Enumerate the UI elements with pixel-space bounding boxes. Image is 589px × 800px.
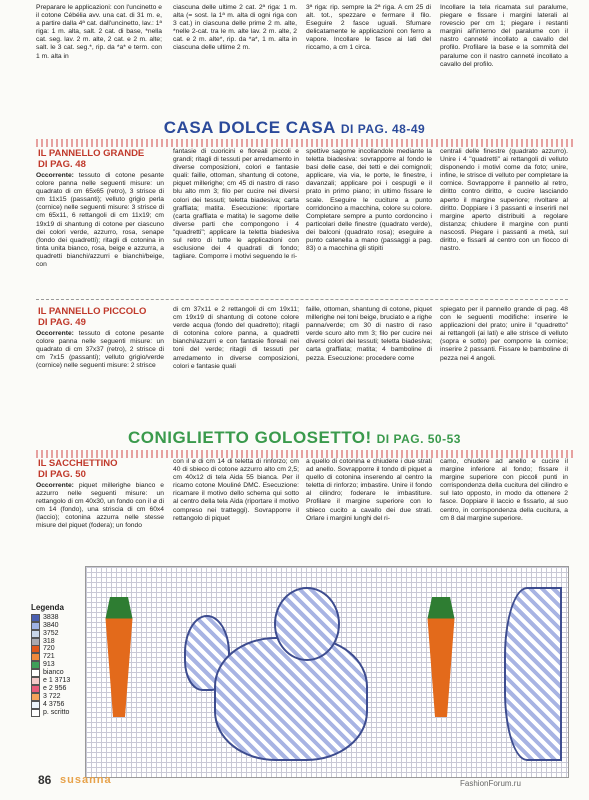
- legend-swatch: [31, 622, 40, 630]
- legend-item: [31, 645, 87, 653]
- legend-item: [31, 701, 87, 709]
- legend-item: [31, 638, 87, 646]
- piccolo-col-3: faille, ottoman, shantung di cotone, piquet millerighe nei toni beige, bruciato e a righe panna/verde; cm 30 di nastro di raso verde scuro alto mm 3; filo per cucire nei diversi colori dei tessuti; teletta biadesiva; carta graffiata; matita; 4 bamboline di pezza. Esecuzione: procedere come: [306, 306, 432, 362]
- legend-item: [31, 661, 87, 669]
- sacchettino-col-3: a quello di cotonina e chiudere i due strati ad anello. Sovrapporre il tondo di piquet a quello di cotonina inserendo al centro la teletta di rinforzo; imbastire. Unire il fondo al cilindro; foderare le imbastiture. Profilare il margine superiore con lo sbieco cucito a cavallo dei due strati. Orlare i margini lunghi del ri-: [306, 458, 432, 522]
- legend-swatch: [31, 701, 40, 709]
- legend-item: [31, 669, 87, 677]
- legend: [31, 604, 87, 716]
- legend-item: [31, 709, 87, 717]
- legend-swatch: [31, 630, 40, 638]
- legend-code: bianco: [43, 669, 64, 677]
- watermark: FashionForum.ru: [460, 779, 521, 788]
- legend-title: Legenda: [31, 603, 64, 612]
- legend-swatch: [31, 645, 40, 653]
- stitch-border-2: [36, 450, 576, 458]
- legend-code: 721: [43, 653, 55, 661]
- section-title-main-2: CONIGLIETTO GOLOSETTO!: [128, 428, 372, 447]
- divider: [36, 299, 568, 300]
- piccolo-col-1: Occorrente: tessuto di cotone pesante colore panna nelle seguenti misure: un quadrato di cm 37x37 (retro), 2 strisce di cm 7x15 (passanti); velluto grigio/verde (cornice) nelle seguenti misure: 2 strisce: [36, 330, 164, 370]
- legend-item: [31, 614, 87, 622]
- legend-swatch: [31, 677, 40, 685]
- grande-col-3: spettive sagome incollandole mediante la teletta biadesiva: sovrapporre al fondo le basi delle case, dei tetti e dei comignoli; applicare, via via, le porte, le finestre, i davanzali; applicare poi i cespugli e il prato in primo piano; in ultimo fissare le scale. Eseguire le cuciture a punto corridoncino a macchina, colore su colore. Completare sempre a punto cordoncino i particolari delle finestre (quadrato verde), dei balconi (quadrato rosa); eseguire a punto catenella a mano (passaggi a pag. 83) o a macchina gli stipiti: [306, 148, 432, 253]
- legend-item: [31, 677, 87, 685]
- carrot-right: [426, 597, 456, 717]
- sacchettino-col-4: camo, chiudere ad anello e cucire il margine inferiore al fondo; fissare il margine superiore con piccoli punti in corrispondenza della cucitura del cilindro e sul lato opposto, in modo da ottenere 2 fasce. Doppiare il laccio e fissarlo, al suo centro, in corrispondenza della cucitura, a cm 8 dal margine superiore.: [440, 458, 568, 522]
- bunny-right: [504, 587, 562, 761]
- legend-swatch: [31, 614, 40, 622]
- legend-item: [31, 693, 87, 701]
- legend-item: [31, 685, 87, 693]
- grande-col-1: Occorrente: tessuto di cotone pesante colore panna nelle seguenti misure: un quadrato di cm 65x65 (retro), 3 strisce di cm 11x15 (passanti); velluto grigio perla (cornice) nelle seguenti misure: 3 strisce di cm 65x11, 6 rettangoli di cm 11x19; cm 19x19 di shantung di cotone per ciascuno dei colori verde, azzurro, rosa, senape (fondo dei quadretti); ritagli di cotonina in tinta unita bianco, rosa, beige e azzurra, a quadretti bianchi/azzurri e bianchi/beige, con: [36, 172, 164, 269]
- legend-item: [31, 653, 87, 661]
- legend-swatch: [31, 661, 40, 669]
- legend-code: e 2 956: [43, 684, 67, 692]
- legend-swatch: [31, 693, 40, 701]
- top-col-2: ciascuna delle ultime 2 cat. 2ª riga: 1 m. alta (= sost. la 1ª m. alta di ogni riga con 3 cat.) in ciascuna delle prime 2 m. alte, *nelle 2-cat. tra le m. alte lav. 2 m. alte, 2 cat. e 2 m. alte*, rip. da *a*, 1 m. alta in ciascuna delle ultime 2 m.: [173, 4, 297, 52]
- legend-code: 720: [43, 645, 55, 653]
- legend-code: 913: [43, 661, 55, 669]
- legend-code: 3752: [43, 629, 59, 637]
- grande-col-4: centrali delle finestre (quadrato azzurro). Unire i 4 "quadretti" ai rettangoli di velluto disponendo i motivi come da foto; unire, infine, le strisce di velluto per completare la cornice. Sovrapporre il pannello al retro, diritto contro diritto, e cucire lasciando aperto il margine superiore; rivoltare al diritto. Doppiare i 3 passanti e inserirli nel margine aperto distribuiti a regolare distanza; chiudere il margine con punti nascosti. Piegare i passanti a metà, sul diritto, e fissarli al centro con un fiocco di nastro.: [440, 148, 568, 253]
- legend-code: 318: [43, 637, 55, 645]
- legend-list: [31, 614, 87, 717]
- top-col-3: 3ª riga: rip. sempre la 2ª riga. A cm 25 di alt. tot., spezzare e fermare il filo. Eseguire 2 fasce uguali. Sfumare delicatamente le applicazioni con ferro a vapore. Incollare le fasce ai lati del riccamo, a cm 1 circa.: [306, 4, 431, 52]
- heading-pannello-grande: IL PANNELLO GRANDE DI PAG. 48: [38, 148, 145, 170]
- legend-item: [31, 622, 87, 630]
- legend-code: 3838: [43, 613, 59, 621]
- section-title-main: CASA DOLCE CASA: [163, 118, 336, 137]
- heading-sacchettino: IL SACCHETTINO DI PAG. 50: [38, 458, 118, 480]
- legend-code: 3840: [43, 621, 59, 629]
- section-title-coniglietto: [0, 428, 589, 448]
- brand-name: susanna: [60, 774, 112, 786]
- piccolo-col-4: spiegato per il pannello grande di pag. 48 con le seguenti modifiche: inserire le applicazioni del prato; unire il "quadretto" ai rettangoli (ai lati) e alle strisce di velluto (sopra e sotto) per comporre la cornice; inserire 2 passanti. Fissare le bamboline di pezza nei 4 angoli.: [440, 306, 568, 362]
- legend-swatch: [31, 638, 40, 646]
- piccolo-col-2: di cm 37x11 e 2 rettangoli di cm 19x11; cm 19x19 di shantung di cotone colore verde acqua (fondo del quadretto); ritagli di cotonina colore panna, a quadretti bianchi/azzurri e con fantasie floreali nei toni del verde; ritagli di tessuti per arredamento in diverse composizioni, colori e fantasie quali: [173, 306, 299, 370]
- legend-code: e 1 3713: [43, 677, 71, 685]
- sacchettino-col-2: con il ø di cm 14 di teletta di rinforzo; cm 40 di sbieco di cotone azzurro alto cm 2,5; cm 40x12 di tela Aida 55 bianca. Per il ricamo cotone Mouliné DMC. Esecuzione: ricamare il motivo dello schema qui sotto al centro della tela Aida (riportare il motivo compreso nei tratteggi). Sovrapporre il rettangolo di piquet: [173, 458, 299, 522]
- cross-stitch-chart: [85, 566, 569, 778]
- legend-swatch: [31, 709, 40, 717]
- top-col-4: Incollare la tela ricamata sul paralume, piegare e fissare i margini laterali al rovescio per cm 1; piegare i restanti margini all'interno del paralume con il nastro canneté incollato a cavallo del profilo. Profilare la base e la sommità del paralume con il nastro canneté incollato a cavallo del profilo.: [440, 4, 568, 68]
- heading-pannello-piccolo: IL PANNELLO PICCOLO DI PAG. 49: [38, 306, 147, 328]
- stitch-border: [36, 139, 576, 147]
- page-number: 86: [38, 773, 52, 787]
- legend-item: [31, 630, 87, 638]
- legend-swatch: [31, 685, 40, 693]
- section-title-casa: [0, 118, 589, 138]
- carrot-left: [104, 597, 134, 717]
- bunny-head: [274, 587, 340, 661]
- grande-col-2: fantasie di cuoricini e floreali piccoli e grandi; ritagli di tessuti per arredamento in diverse composizioni, colori e fantasie quali: faille, ottoman, shantung di cotone, piquet millerighe; cm 45 di nastro di raso blu alto mm 3; filo per cucire nei diversi colori dei tessuti; teletta biadesiva; carta graffiata; matita. Esecuzione: riportare (carta graffiata e matita) le sagome delle diverse parti che compongono i 4 "quadretti"; applicare la teletta biadesiva sul retro di tutte le applicazioni con esclusione dei 4 quadrati di fondo; tagliare. Comporre i motivi seguendo le ri-: [173, 148, 299, 261]
- legend-swatch: [31, 653, 40, 661]
- legend-code: 4 3756: [43, 700, 65, 708]
- legend-code: p. scritto: [43, 708, 70, 716]
- sacchettino-col-1: Occorrente: piquet millerighe bianco e azzurro nelle seguenti misure: un rettangolo di cm 40x30, un fondo con il ø di cm 14 (fondo), una striscia di cm 60x4 (laccio); cotonina azzurra nelle stesse misure del piquet (fodera); un fondo: [36, 482, 164, 530]
- section-title-pages: DI PAG. 48-49: [340, 122, 426, 136]
- legend-swatch: [31, 669, 40, 677]
- legend-code: 3 722: [43, 692, 61, 700]
- top-col-1: Preparare le applicazioni: con l'uncinetto e il cotone Cébélia avv. una cat. di 31 m. e, a partire dalla 4ª cat. dall'uncinetto, lav.: 1ª riga: 1 m. alta, salt. 2 cat. di base, *nella cat. seg. lav. 2 m. alte, 2 cat. e 2 m. alte; salt. le 3 cat. seg.*, rip. da *a* e term. con 1 m. alta in: [36, 4, 162, 60]
- section-title-pages-2: DI PAG. 50-53: [376, 432, 461, 446]
